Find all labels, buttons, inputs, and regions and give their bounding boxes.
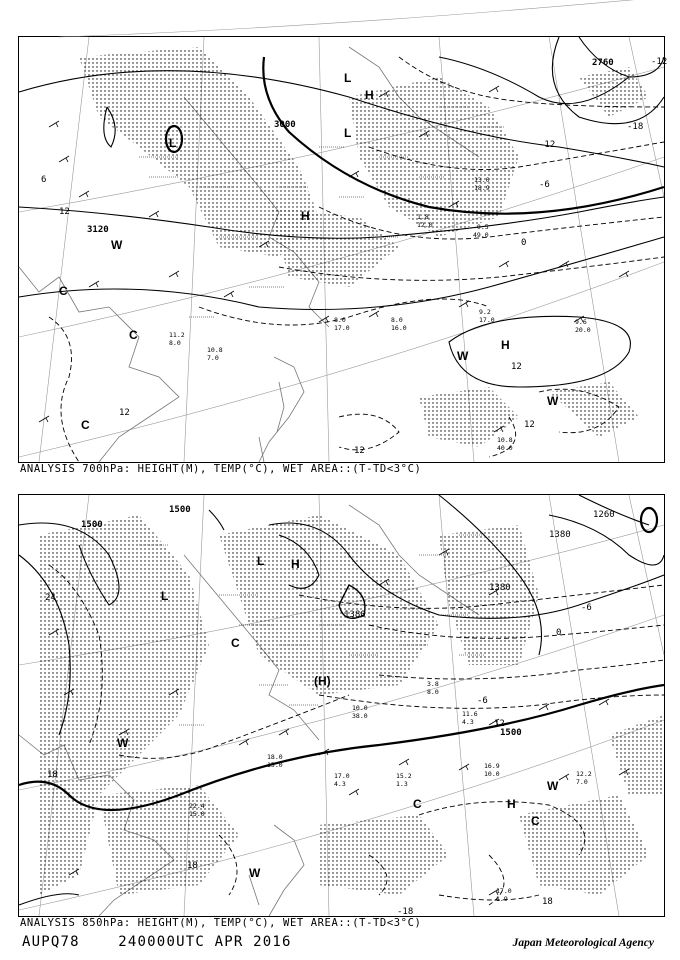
station-obs-temp: 17.0 [496, 887, 512, 895]
station-obs-temp: 11.6 [462, 710, 478, 718]
system-label: W [547, 779, 559, 793]
temp-label: 12 [524, 420, 535, 430]
station-obs-temp: 17.0 [334, 772, 350, 780]
analysis-700hpa-panel [18, 36, 668, 463]
system-label: W [117, 736, 129, 750]
chart-code: AUPQ78 [22, 934, 80, 950]
temp-label: -12 [651, 57, 668, 67]
temp-label: 6 [41, 175, 47, 185]
system-label: C [413, 797, 422, 811]
station-obs-dewpoint: 4.3 [334, 780, 346, 788]
station-obs-temp: 9.6 [575, 318, 587, 326]
system-label: L [344, 71, 352, 85]
temp-label: 18 [47, 770, 58, 780]
station-obs-dewpoint: 4.3 [462, 718, 474, 726]
system-label: (H) [314, 674, 331, 688]
height-label: 1380 [344, 610, 366, 620]
station-obs-temp: 22.4 [189, 802, 205, 810]
system-label: H [365, 88, 374, 102]
temp-label: 12 [354, 446, 365, 456]
station-obs-dewpoint: 38.0 [352, 712, 368, 720]
system-label: C [231, 636, 240, 650]
system-label: H [291, 557, 300, 571]
system-label: W [547, 394, 559, 408]
station-obs-dewpoint: 7.0 [207, 354, 219, 362]
wet-area [79, 47, 649, 447]
height-label: 1260 [593, 510, 615, 520]
station-obs-dewpoint: 17.0 [334, 324, 350, 332]
system-label: L [161, 589, 169, 603]
height-label: 1500 [500, 728, 522, 738]
station-obs-temp: 8.0 [391, 316, 403, 324]
panel-caption-850hpa: ANALYSIS 850hPa: HEIGHT(M), TEMP(°C), WET AREA::(T-TD<3°C) [20, 917, 422, 929]
height-label: 3120 [87, 225, 109, 235]
system-label: C [59, 284, 68, 298]
height-label: 1380 [549, 530, 571, 540]
station-obs-dewpoint: 7.0 [576, 778, 588, 786]
station-obs-temp: -0.5 [473, 223, 489, 231]
station-obs-dewpoint: 18.9 [474, 184, 490, 192]
temp-label: -6 [477, 696, 488, 706]
temp-label: 12 [119, 408, 130, 418]
system-label: H [507, 797, 516, 811]
station-obs-temp: 10.0 [352, 704, 368, 712]
station-obs-temp: 9.2 [479, 308, 491, 316]
station-obs-dewpoint: 12.0 [417, 221, 433, 229]
analysis-700hpa-map [19, 37, 668, 462]
height-label: 3000 [274, 120, 296, 130]
system-label: W [111, 238, 123, 252]
temp-label: -18 [627, 122, 644, 132]
temp-label: -12 [539, 140, 556, 150]
height-label: 1500 [81, 520, 103, 530]
valid-time: 240000UTC APR 2016 [118, 934, 292, 950]
station-obs-temp: 15.2 [396, 772, 412, 780]
system-label: W [249, 866, 261, 880]
height-label: 1500 [169, 505, 191, 515]
height-label: 1380 [489, 583, 511, 593]
system-label: L [344, 126, 352, 140]
station-obs-temp: 10.8 [497, 436, 513, 444]
system-label: W [457, 349, 469, 363]
temp-label: 18 [542, 897, 553, 907]
temp-label: -18 [397, 907, 414, 917]
temp-label: -6 [581, 603, 592, 613]
station-obs-temp: 16.9 [484, 762, 500, 770]
station-obs-temp: 11.2 [169, 331, 185, 339]
temp-label: 12 [494, 719, 505, 729]
station-obs-dewpoint: 20.0 [575, 326, 591, 334]
temp-label: 12 [511, 362, 522, 372]
station-obs-dewpoint: 40.0 [497, 444, 513, 452]
system-label: H [301, 209, 310, 223]
system-label: L [169, 136, 177, 150]
station-obs-dewpoint: 17.0 [479, 316, 495, 324]
temp-label: -6 [539, 180, 550, 190]
station-obs-dewpoint: 8.0 [169, 339, 181, 347]
temp-label: 0 [521, 238, 527, 248]
system-label: C [81, 418, 90, 432]
station-obs-dewpoint: 16.0 [391, 324, 407, 332]
system-label: C [531, 814, 540, 828]
panel-caption-700hpa: ANALYSIS 700hPa: HEIGHT(M), TEMP(°C), WET AREA::(T-TD<3°C) [20, 463, 422, 475]
station-obs-temp: 3.8 [427, 680, 439, 688]
analysis-850hpa-panel [18, 494, 665, 917]
system-label: C [129, 328, 138, 342]
station-obs-temp: 8.0 [334, 316, 346, 324]
temp-label: 18 [187, 861, 198, 871]
station-obs-temp: 18.0 [267, 753, 283, 761]
station-obs-temp: 1.8 [417, 213, 429, 221]
station-obs-temp: 12.2 [576, 770, 592, 778]
height-label: 2760 [592, 58, 614, 68]
system-label: H [501, 338, 510, 352]
temp-label: 12 [59, 207, 70, 217]
system-label: L [257, 554, 265, 568]
station-obs-dewpoint: 1.9 [496, 895, 508, 903]
station-obs-dewpoint: 49.0 [473, 231, 489, 239]
station-obs-dewpoint: 15.0 [267, 761, 283, 769]
chart-identifier [22, 934, 292, 950]
analysis-850hpa-map [19, 495, 664, 916]
station-obs-dewpoint: 10.0 [484, 770, 500, 778]
station-obs-dewpoint: 8.0 [427, 688, 439, 696]
temp-label: 24 [45, 593, 56, 603]
temp-label: 0 [556, 628, 562, 638]
station-obs-temp: 10.8 [207, 346, 223, 354]
station-obs-dewpoint: 15.0 [189, 810, 205, 818]
station-obs-temp: 13.0 [474, 176, 490, 184]
agency-credit: Japan Meteorological Agency [512, 937, 654, 949]
station-obs-dewpoint: 1.3 [396, 780, 408, 788]
